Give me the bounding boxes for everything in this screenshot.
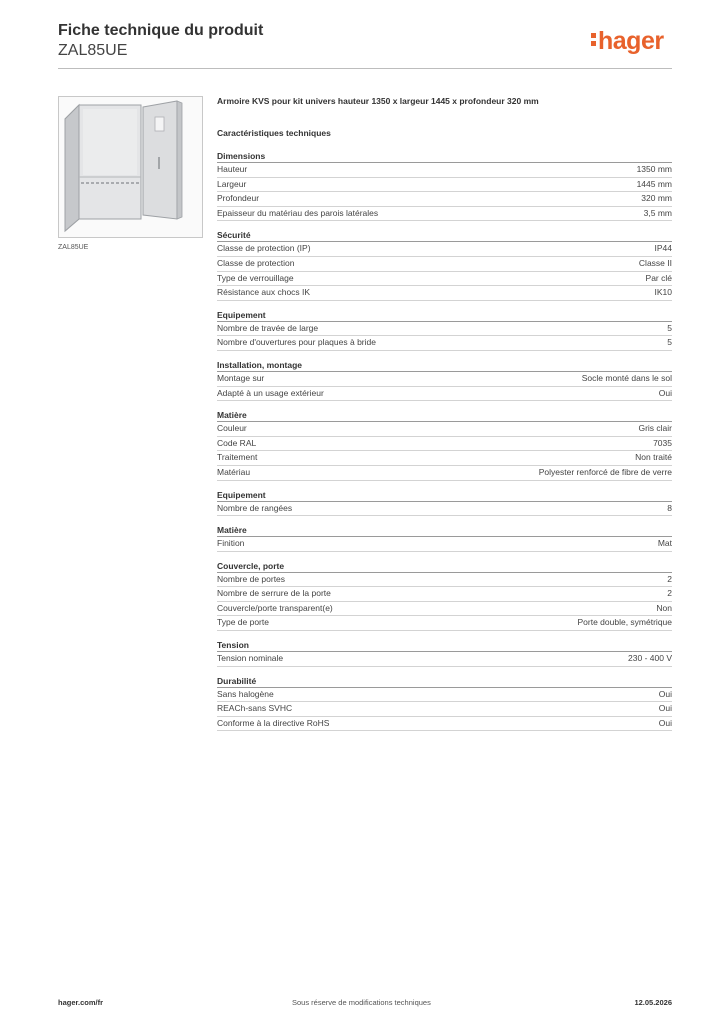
spec-group	[217, 410, 672, 480]
spec-row	[217, 688, 672, 703]
spec-row	[217, 602, 672, 617]
spec-value: 1445 mm	[636, 178, 672, 189]
spec-row	[217, 573, 672, 588]
spec-label: Classe de protection	[217, 257, 295, 268]
spec-label: Résistance aux chocs IK	[217, 287, 311, 298]
group-title: Matière	[217, 525, 672, 537]
spec-value: Non traité	[635, 452, 672, 463]
spec-value: Classe II	[638, 257, 672, 268]
spec-row	[217, 257, 672, 272]
spec-value: Gris clair	[638, 423, 672, 434]
spec-label: REACh-sans SVHC	[217, 703, 293, 714]
spec-group	[217, 525, 672, 552]
group-title: Durabilité	[217, 676, 672, 688]
spec-label: Nombre de rangées	[217, 502, 293, 513]
spec-row	[217, 192, 672, 207]
spec-label: Classe de protection (IP)	[217, 243, 311, 254]
spec-label: Adapté à un usage extérieur	[217, 387, 324, 398]
spec-row	[217, 437, 672, 452]
product-image	[58, 96, 203, 238]
spec-label: Montage sur	[217, 372, 265, 383]
product-code: ZAL85UE	[58, 42, 128, 59]
spec-value: Non	[656, 602, 672, 613]
spec-group	[217, 561, 672, 631]
spec-row	[217, 652, 672, 667]
spec-label: Nombre de portes	[217, 573, 286, 584]
spec-value: Mat	[657, 538, 672, 549]
spec-value: Par clé	[645, 272, 672, 283]
footer-disclaimer: Sous réserve de modifications techniques	[292, 998, 431, 1007]
spec-row	[217, 286, 672, 301]
header-divider	[58, 68, 672, 69]
spec-row	[217, 387, 672, 402]
spec-value: 2	[667, 588, 672, 599]
spec-label: Sans halogène	[217, 688, 274, 699]
group-title: Sécurité	[217, 230, 672, 242]
footer-website[interactable]: hager.com/fr	[58, 998, 104, 1007]
spec-value: 230 - 400 V	[628, 653, 672, 664]
section-title: Caractéristiques techniques	[217, 128, 331, 138]
spec-group	[217, 310, 672, 351]
footer-date: 12.05.2026	[634, 998, 672, 1007]
spec-content	[217, 96, 672, 740]
spec-row	[217, 322, 672, 337]
spec-label: Conforme à la directive RoHS	[217, 717, 330, 728]
group-title: Equipement	[217, 490, 672, 502]
spec-group	[217, 360, 672, 401]
spec-label: Traitement	[217, 452, 258, 463]
spec-label: Couleur	[217, 423, 247, 434]
spec-value: 5	[667, 337, 672, 348]
spec-row	[217, 587, 672, 602]
group-title: Matière	[217, 410, 672, 422]
spec-row	[217, 466, 672, 481]
spec-row	[217, 207, 672, 222]
document-header	[58, 22, 263, 61]
spec-label: Epaisseur du matériau des parois latérales	[217, 207, 379, 218]
spec-value: Oui	[658, 688, 672, 699]
spec-label: Code RAL	[217, 437, 257, 448]
logo-dots-icon	[591, 30, 596, 49]
spec-value: Socle monté dans le sol	[581, 372, 672, 383]
spec-row	[217, 451, 672, 466]
hager-logo	[591, 27, 664, 56]
spec-value: Oui	[658, 717, 672, 728]
spec-row	[217, 372, 672, 387]
spec-label: Profondeur	[217, 193, 260, 204]
spec-label: Nombre d'ouvertures pour plaques à bride	[217, 337, 376, 348]
cabinet-illustration	[59, 97, 202, 237]
spec-row	[217, 616, 672, 631]
group-title: Installation, montage	[217, 360, 672, 372]
spec-label: Nombre de serrure de la porte	[217, 588, 331, 599]
spec-value: IK10	[654, 287, 672, 298]
spec-row	[217, 163, 672, 178]
spec-label: Type de porte	[217, 617, 269, 628]
logo-text: hager	[598, 27, 664, 55]
spec-groups	[217, 151, 672, 731]
spec-value: 320 mm	[641, 193, 672, 204]
spec-group	[217, 640, 672, 667]
spec-group	[217, 230, 672, 300]
spec-label: Largeur	[217, 178, 247, 189]
spec-value: 1350 mm	[636, 164, 672, 174]
spec-label: Hauteur	[217, 164, 248, 174]
spec-row	[217, 178, 672, 193]
group-title: Tension	[217, 640, 672, 652]
spec-value: Polyester renforcé de fibre de verre	[538, 466, 672, 477]
spec-label: Nombre de travée de large	[217, 322, 319, 333]
spec-row	[217, 717, 672, 732]
group-title: Equipement	[217, 310, 672, 322]
spec-group	[217, 151, 672, 221]
spec-row	[217, 702, 672, 717]
group-title: Couvercle, porte	[217, 561, 672, 573]
spec-value: Porte double, symétrique	[577, 617, 672, 628]
spec-value: IP44	[654, 243, 672, 254]
spec-value: 8	[667, 502, 672, 513]
spec-row	[217, 537, 672, 552]
spec-label: Tension nominale	[217, 653, 284, 664]
spec-row	[217, 336, 672, 351]
spec-label: Couvercle/porte transparent(e)	[217, 602, 333, 613]
spec-group	[217, 676, 672, 732]
document-title: Fiche technique du produit	[58, 22, 264, 39]
spec-value: 2	[667, 573, 672, 584]
spec-value: Oui	[658, 387, 672, 398]
spec-row	[217, 422, 672, 437]
spec-row	[217, 242, 672, 257]
group-title: Dimensions	[217, 151, 672, 163]
spec-label: Finition	[217, 538, 245, 549]
spec-label: Matériau	[217, 466, 251, 477]
product-description: Armoire KVS pour kit univers hauteur 1350 x largeur 1445 x profondeur 320 mm	[217, 96, 539, 106]
spec-group	[217, 490, 672, 517]
spec-row	[217, 502, 672, 517]
spec-value: Oui	[658, 703, 672, 714]
spec-row	[217, 272, 672, 287]
spec-value: 3,5 mm	[643, 207, 672, 218]
spec-value: 7035	[653, 437, 672, 448]
spec-label: Type de verrouillage	[217, 272, 294, 283]
image-caption: ZAL85UE	[58, 244, 89, 251]
spec-value: 5	[667, 322, 672, 333]
